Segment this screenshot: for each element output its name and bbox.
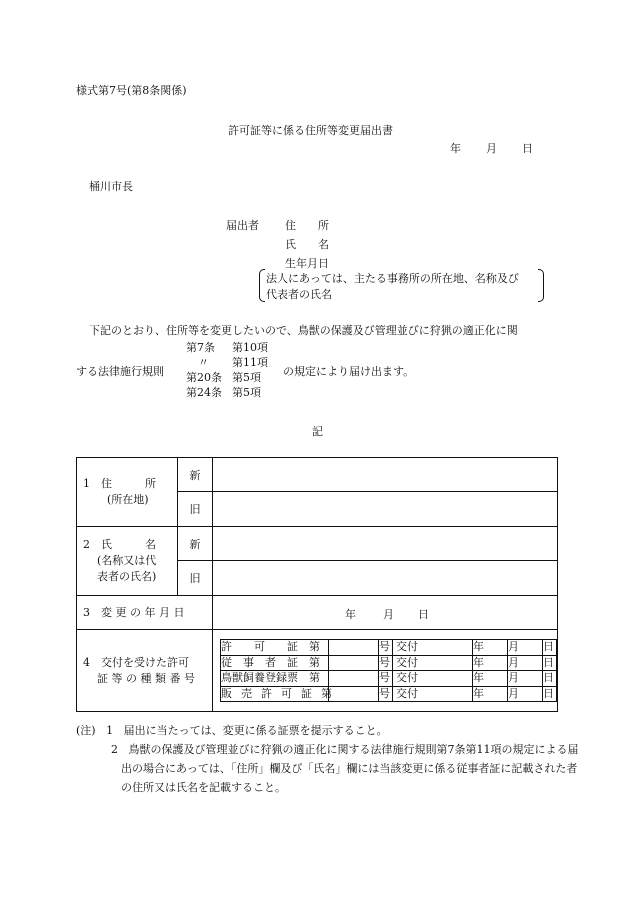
right-bracket bbox=[538, 269, 544, 302]
license-list bbox=[220, 639, 557, 702]
license-item-2: 従 事 者 証 第 号 交付 年 月 日 bbox=[221, 655, 557, 671]
rule-clause-2: 〃 第11項 bbox=[198, 356, 268, 369]
license-label-cell: 4 交付を受けた許可 証 等 の 種 類 番 号 bbox=[77, 630, 213, 712]
applicant-name-label: 氏 名 bbox=[285, 238, 329, 251]
row-license bbox=[77, 630, 558, 712]
note-2: 2 鳥獣の保護及び管理並びに狩猟の適正化に関する法律施行規則第7条第11項の規定による届出の場合にあっては、「住所」欄及び「氏名」欄には当該変更に係る従事者証に記載された者の住所又は氏名を記載すること。 bbox=[111, 743, 579, 794]
applicant-note-line1: 法人にあっては、主たる事務所の所在地、名称及び bbox=[266, 272, 519, 285]
form-number: 様式第7号(第8条関係) bbox=[76, 84, 187, 97]
row-change-date bbox=[77, 596, 558, 630]
row-name-new bbox=[77, 527, 558, 561]
change-date-field[interactable] bbox=[213, 596, 558, 630]
change-date-year: 年 bbox=[345, 608, 356, 621]
applicant-label: 届出者 bbox=[226, 219, 259, 232]
form-title: 許可証等に係る住所等変更届出書 bbox=[228, 124, 393, 137]
change-date-label: 3 変 更 の 年 月 日 bbox=[77, 596, 213, 630]
date-day: 日 bbox=[522, 142, 533, 155]
left-bracket bbox=[259, 269, 265, 302]
date-month: 月 bbox=[486, 142, 497, 155]
address-old-field[interactable] bbox=[213, 492, 558, 527]
body-prefix: する法律施行規則 bbox=[76, 365, 164, 378]
license-item-1: 許 可 証 第 号 交付 年 月 日 bbox=[221, 640, 557, 656]
license-field[interactable] bbox=[213, 630, 558, 712]
rule-clause-3: 第20条 第5項 bbox=[186, 371, 261, 384]
license-item-3: 鳥獣飼養登録票 第 号 交付 年 月 日 bbox=[221, 671, 557, 687]
name-label-cell: 2 氏 名 (名称又は代 表者の氏名) bbox=[77, 527, 178, 596]
name-old-field[interactable] bbox=[213, 561, 558, 596]
name-new-label: 新 bbox=[178, 527, 213, 561]
name-old-label: 旧 bbox=[178, 561, 213, 596]
change-date-month: 月 bbox=[383, 608, 394, 621]
applicant-address-label: 住 所 bbox=[285, 219, 329, 232]
rule-clause-1: 第7条 第10項 bbox=[186, 341, 268, 354]
change-form-table bbox=[76, 457, 558, 712]
notes-section bbox=[76, 721, 579, 797]
address-old-label: 旧 bbox=[178, 492, 213, 527]
address-new-field[interactable] bbox=[213, 458, 558, 492]
ki-heading: 記 bbox=[312, 425, 323, 438]
rule-clause-list bbox=[186, 340, 282, 400]
rule-clause-4: 第24条 第5項 bbox=[186, 386, 261, 399]
address-label-cell: 1 住 所 (所在地) bbox=[77, 458, 178, 527]
note-1: (注) 1 届出に当たっては、変更に係る証票を提示すること。 bbox=[76, 724, 388, 737]
applicant-note-line2: 代表者の氏名 bbox=[266, 288, 332, 301]
address-new-label: 新 bbox=[178, 458, 213, 492]
body-suffix: の規定により届け出ます。 bbox=[283, 365, 415, 378]
applicant-birth-label: 生年月日 bbox=[285, 257, 329, 270]
change-date-day: 日 bbox=[418, 608, 429, 621]
name-new-field[interactable] bbox=[213, 527, 558, 561]
row-address-new bbox=[77, 458, 558, 492]
body-line1: 下記のとおり、住所等を変更したいので、鳥獣の保護及び管理並びに狩猟の適正化に関 bbox=[89, 324, 518, 337]
addressee: 桶川市長 bbox=[89, 180, 133, 193]
license-item-4: 販 売 許 可 証 第 号 交付 年 月 日 bbox=[221, 686, 557, 702]
date-year: 年 bbox=[450, 142, 461, 155]
